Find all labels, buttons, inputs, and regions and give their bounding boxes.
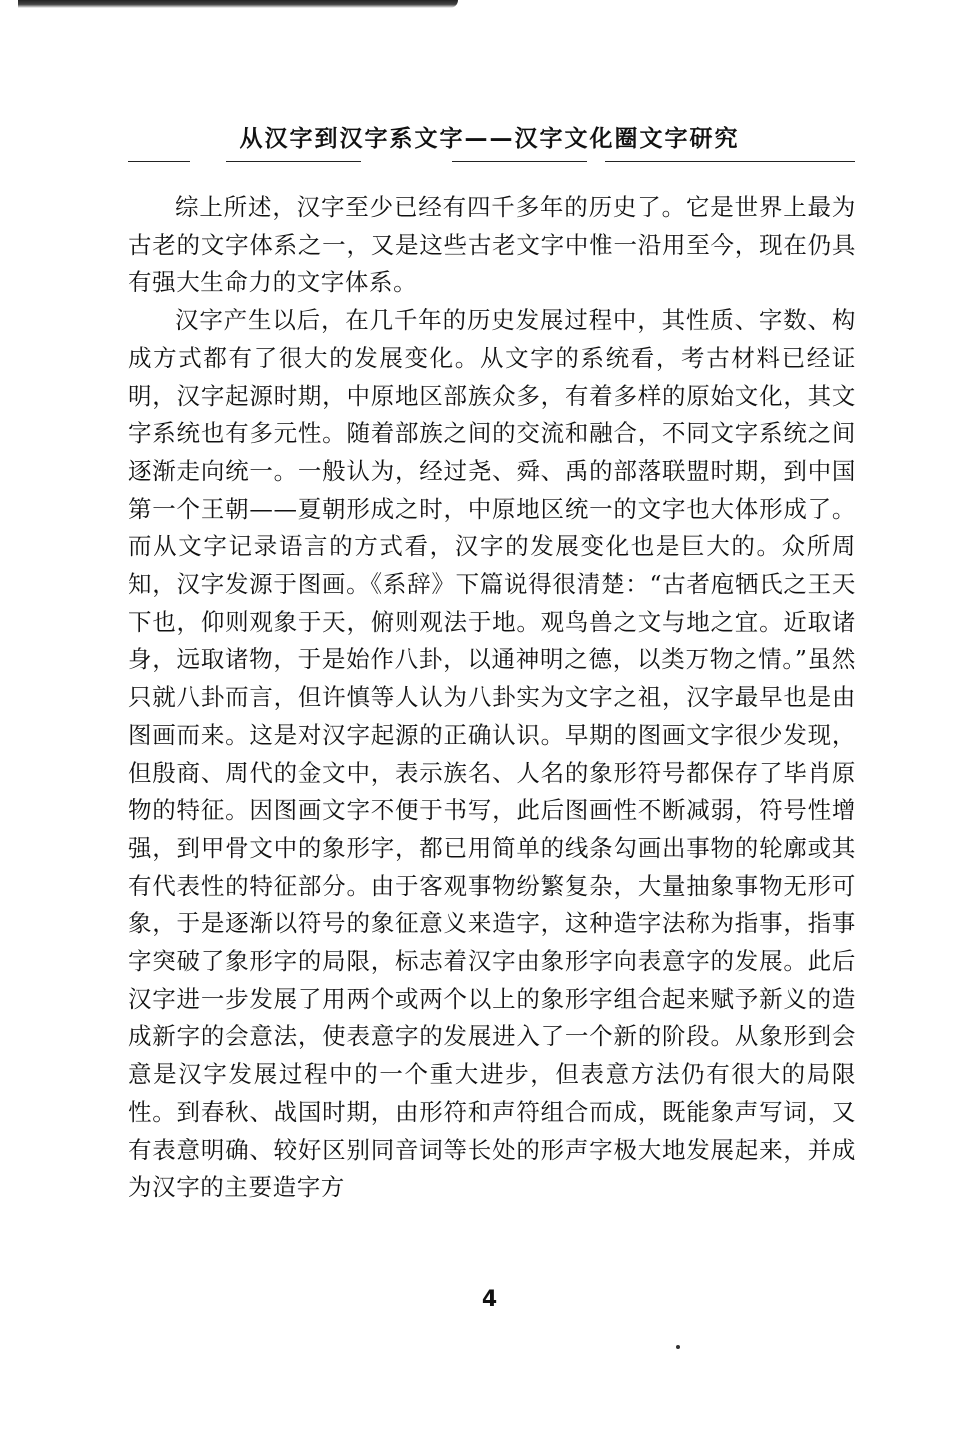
- running-head: 从汉字到汉字系文字——汉字文化圈文字研究: [239, 126, 740, 152]
- page-number: 4: [481, 1287, 498, 1312]
- paragraph: 综上所述，汉字至少已经有四千多年的历史了。它是世界上最为古老的文字体系之一，又是这些古老文字中惟一沿用至今，现在仍具有强大生命力的文字体系。: [128, 193, 856, 297]
- running-head-rule-left: [128, 161, 190, 162]
- running-head-rule-right: [605, 161, 855, 162]
- scan-speck: [676, 1345, 680, 1349]
- running-head-rule-mid: [226, 161, 361, 162]
- running-head-rule-center: [452, 161, 587, 162]
- scan-edge-streak: [18, 0, 458, 8]
- paragraph: 汉字产生以后，在几千年的历史发展过程中，其性质、字数、构成方式都有了很大的发展变化。从文字的系统看，考古材料已经证明，汉字起源时期，中原地区部族众多，有着多样的原始文化，其文字系统也有多元性。随着部族之间的交流和融合，不同文字系统之间逐渐走向统一。一般认为，经过尧、舜、禹的部落联盟时期，到中国第一个王朝——夏朝形成之时，中原地区统一的文字也大体形成了。而从文字记录语言的方式看，汉字的发展变化也是巨大的。众所周知，汉字发源于图画。《系辞》下篇说得很清楚：“古者庖牺氏之王天下也，仰则观象于天，俯则观法于地。观鸟兽之文与地之宜。近取诸身，远取诸物，于是始作八卦，以通神明之德，以类万物之情。”虽然只就八卦而言，但许慎等人认为八卦实为文字之祖，汉字最早也是由图画而来。这是对汉字起源的正确认识。早期的图画文字很少发现，但殷商、周代的金文中，表示族名、人名的象形符号都保存了毕肖原物的特征。因图画文字不便于书写，此后图画性不断减弱，符号性增强，到甲骨文中的象形字，都已用简单的线条勾画出事物的轮廓或其有代表性的特征部分。由于客观事物纷繁复杂，大量抽象事物无形可象，于是逐渐以符号的象征意义来造字，这种造字法称为指事，指事字突破了象形字的局限，标志着汉字由象形字向表意字的发展。此后汉字进一步发展了用两个或两个以上的象形字组合起来赋予新义的造成新字的会意法，使表意字的发展进入了一个新的阶段。从象形到会意是汉字发展过程中的一个重大进步，但表意方法仍有很大的局限性。到春秋、战国时期，由形符和声符组合而成，既能象声写词，又有表意明确、较好区别同音词等长处的形声字极大地发展起来，并成为汉字的主要造字方: [128, 306, 856, 1202]
- body-text: [128, 189, 856, 1207]
